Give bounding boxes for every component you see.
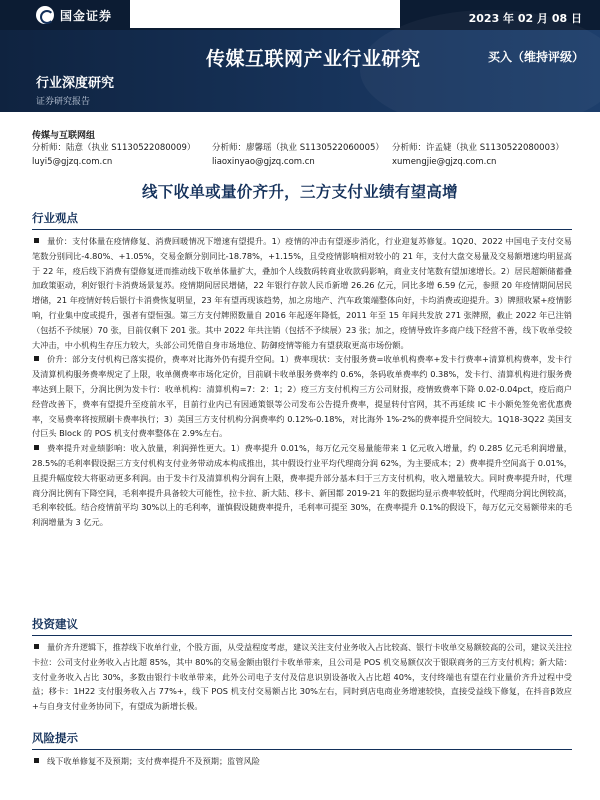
- analyst-info: 分析师：许孟婕（执业 S1130522080003）: [392, 143, 564, 153]
- report-date: 2023 年 02 月 08 日: [468, 12, 582, 25]
- paragraph-text: 量价齐升逻辑下，推荐线下收单行业，个股方面，从受益程度考虑，建议关注支付业务收入占比较高、银行卡收单交易额较高的公司，建议关注拉卡拉：公司支付业务收入占比超 85%，其中 80%的交易金额由银行卡收单带来，且公司是 POS 机交易额仅次于银联商务的三方支付机构；新大陆：支付业务收入占比 30%，多数由银行卡收单带来，此外公司电子支付及信息识别设备收入占比超 40%，支付终端也有望在行业量价齐升过程中受益；移卡：1H22 支付服务收入占 77%+，线下 POS 机支付交易额占比 30%左右，同时到店电商业务增速较快，直接受益线下修复，在抖音β效应+与自身支付业务协同下，有望成为新增长极。: [32, 642, 572, 712]
- industry-views-section: [32, 210, 572, 530]
- report-type: 行业深度研究: [36, 76, 115, 91]
- analyst-list: [32, 141, 572, 169]
- analyst-item: [212, 141, 392, 169]
- industry-group: 传媒与互联网组: [32, 131, 96, 141]
- risk-section: [32, 730, 572, 769]
- risk-paragraph: [32, 754, 572, 769]
- analyst-item: [32, 141, 212, 169]
- section-heading: 投资建议: [32, 616, 572, 636]
- logo-text: 国金证券: [60, 8, 113, 23]
- analyst-email[interactable]: xumengjie@gjzq.com.cn: [392, 157, 497, 167]
- views-paragraph: [32, 352, 572, 441]
- analyst-email[interactable]: luyi5@gjzq.com.cn: [32, 157, 113, 167]
- paragraph-text: 价升：部分支付机构已落实提价，费率对比海外仍有提升空间。1）费率现状：支付服务费=收单机构费率+发卡行费率+清算机构费率，发卡行及清算机构服务费率规定了上限，收单侧费率市场化定价，目前刷卡收单服务费率约 0.6%，条码收单费率约 0.38%，发卡行、清算机构进行服务费率达到上限下，分润比例为发卡行：收单机构：清算机构=7：2：1；2）疫三方支付机构三方公司财报，疫情致费率下降 0.02-0.04pct，疫后商户经营改善下，费率有望提升至疫前水平，目前行业内已有因通策银等公司发布公告提升费率，提显转付官网，其不再延续 IC 卡小额免签免密优惠费率，交易费率将按照刷卡费率执行；3）美国三方支付机构分润费率约 0.12%-0.18%，对比海外 1%-2%的费率提升空间较大。1Q18-3Q22 美国支付巨头 Block 的 POS 机支付费率整体在 2.9%左右。: [32, 354, 572, 439]
- views-paragraph: [32, 441, 572, 530]
- paragraph-text: 量价：支付体量在疫情修复、消费回暖情况下增速有望提升。1）疫情的冲击有望逐步消化，行业迎复苏修复。1Q20、2022 中国电子支付交易笔数分别同比-4.80%、+1.05%，交易金额分别同比-18.78%，+1.15%，且受疫情影响相对较小的 21 年，支付大盘交易量及交易额增速均明显高于 22 年，疫后线下消费有望修复迸而推动线下收单体量扩大，叠加个人线数码转商业收款码影响，商业支付笔数有望加速增长。2）居民超额储蓄叠加政策驱动，利好银行卡消费场景复苏。疫情期间居民增储，22 年银行存款人民币新增 26.26 亿元，同比多增 6.59 亿元，参照 20 年疫情期间居民增储，21 年疫情好转后银行卡消费恢复明显，23 年有望再现该趋势，加之房地产、汽车政策端整体向好，卡均消费或迎提升。3）牌照收紧+疫情影响，行业集中度或提升，强者有望恒强。第三方支付牌照数量自 2016 年起逐年降低，2011 年至 15 年间共发放 271 张牌照，截止 2022 年已注销（包括不予续展）70 张，目前仅剩下 201 张。其中 2022 年共注销（包括不予续展）23 张；加之，疫情导致许多商户线下经营不善，线下收单受较大冲击，中小机构生存压力较大，头部公司凭借自身市场地位、防御疫情等能力有望获取更高市场份额。: [32, 236, 572, 350]
- bullet-icon: [34, 445, 39, 450]
- views-paragraph: [32, 234, 572, 352]
- bullet-icon: [34, 758, 39, 763]
- analyst-info: 分析师：陆意（执业 S1130522080009）: [32, 143, 196, 153]
- analyst-info: 分析师：廖馨瑶（执业 S1130522060005）: [212, 143, 384, 153]
- section-heading: 风险提示: [32, 730, 572, 750]
- report-headline: 线下收单或量价齐升，三方支付业绩有望高增: [141, 183, 458, 201]
- header-banner: [0, 0, 600, 112]
- paragraph-text: 线下收单修复不及预期；支付费率提升不及预期；监管风险: [47, 756, 260, 766]
- analyst-item: [392, 141, 572, 169]
- bullet-icon: [34, 356, 39, 361]
- header-blank-bar: [130, 0, 400, 28]
- paragraph-text: 费率提升对业绩影响：收入放量，利润弹性更大。1）费率提升 0.01%，每万亿元交易量能带来 1 亿元收入增量，约 0.285 亿元毛利润增量，28.5%的毛利率假设据三方支付机构支付业务带动成本构成推出，其中假设行业平均代理商分润 62%，为主要成本；2）费率提升空间高于 0.01%，且提升幅度较大将驱动更多利润。由于发卡行及清算机构分润有上限，费率提升部分基本归于三方支付机构，收入增量较大。同时费率提升时，代理商分润比例有下降空间，毛利率提升具备较大可能性，拉卡拉、新大陆、移卡、新国都 2019-21 年的数据均显示费率较低时，代理商分润比例较高，毛利率较低。结合疫情前平均 30%以上的毛利率，谨慎假设随费率提升，毛利率可提至 30%，在费率提升 0.1%的假设下，每万亿元交易额带来的毛利润增量为 3 亿元。: [32, 443, 572, 528]
- investment-section: [32, 616, 572, 714]
- company-logo: [36, 6, 112, 24]
- rating-badge: 买入（维持评级）: [488, 50, 585, 64]
- bullet-icon: [34, 644, 39, 649]
- invest-paragraph: [32, 640, 572, 714]
- report-subtitle: 证券研究报告: [36, 97, 91, 107]
- section-heading: 行业观点: [32, 210, 572, 230]
- report-title: 传媒互联网产业行业研究: [206, 48, 421, 70]
- logo-icon: [36, 6, 54, 24]
- bullet-icon: [34, 238, 39, 243]
- analyst-email[interactable]: liaoxinyao@gjzq.com.cn: [212, 157, 315, 167]
